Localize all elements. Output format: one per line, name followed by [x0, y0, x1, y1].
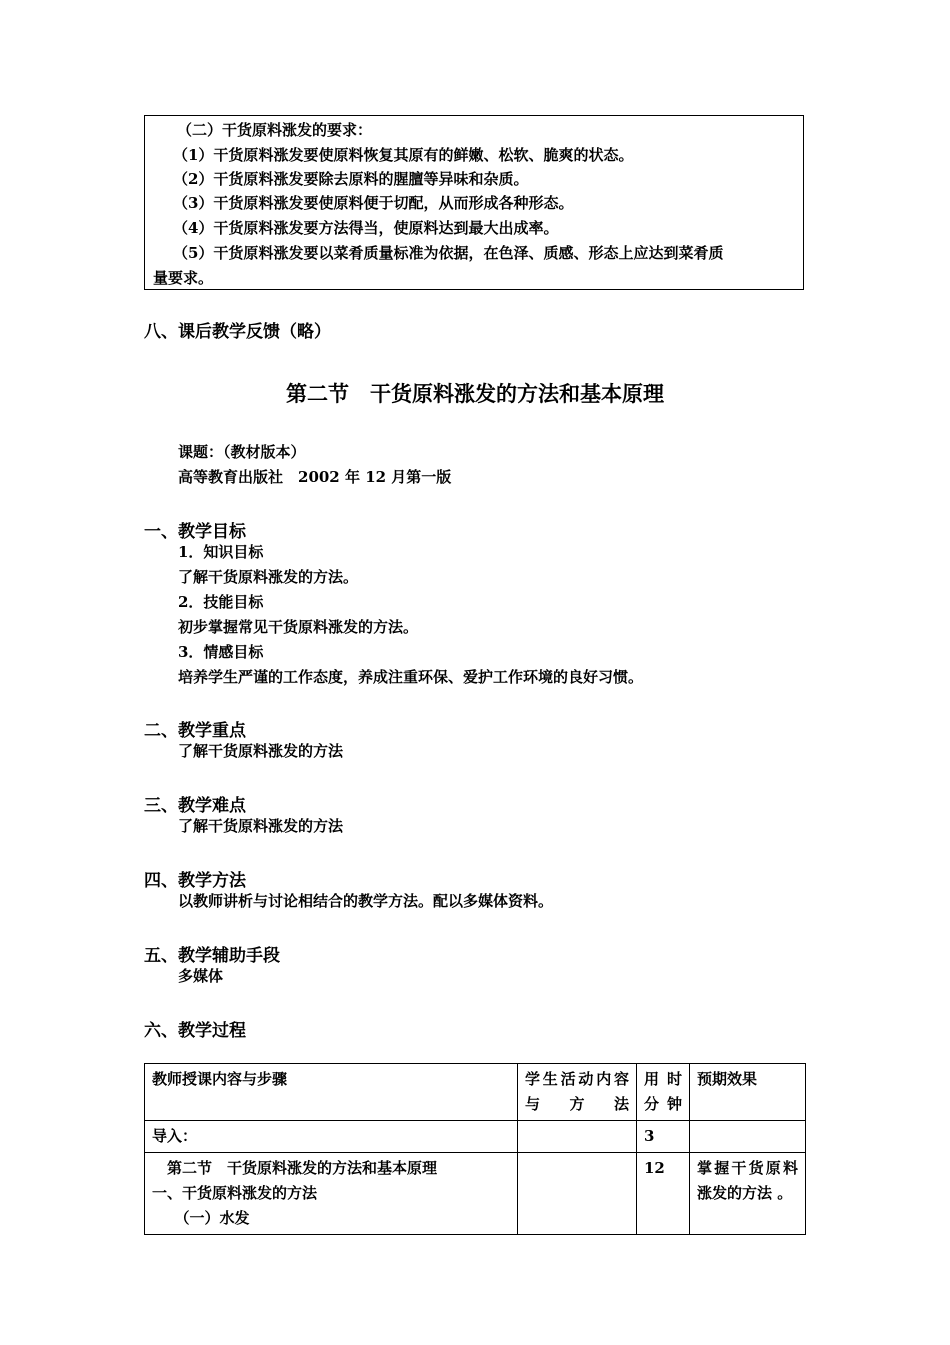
requirement-item-continuation: 量要求。	[153, 269, 214, 287]
row-time: 3	[637, 1121, 690, 1153]
requirements-box	[144, 115, 804, 290]
header-content: 教师授课内容与步骤	[145, 1064, 518, 1121]
requirement-item: （2）干货原料涨发要除去原料的腥膻等异味和杂质。	[173, 170, 529, 188]
table-row	[145, 1121, 806, 1153]
methods-heading: 四、教学方法	[144, 871, 246, 891]
objective-label: 2．技能目标	[178, 593, 264, 611]
requirement-item: （1）干货原料涨发要使原料恢复其原有的鲜嫩、松软、脆爽的状态。	[173, 146, 634, 164]
content-line: 一、干货原料涨发的方法	[152, 1184, 318, 1202]
methods-text: 以教师讲析与讨论相结合的教学方法。配以多媒体资料。	[178, 892, 554, 910]
aids-heading: 五、教学辅助手段	[144, 946, 280, 966]
requirement-item: （5）干货原料涨发要以菜肴质量标准为依据，在色泽、质感、形态上应达到菜肴质	[173, 244, 724, 262]
topic-label: 课题：（教材版本）	[178, 443, 306, 461]
objective-label: 3．情感目标	[178, 643, 264, 661]
requirement-item: （4）干货原料涨发要方法得当，使原料达到最大出成率。	[173, 219, 559, 237]
header-time: 用时分钟	[637, 1064, 690, 1121]
header-effect: 预期效果	[690, 1064, 806, 1121]
row-student	[518, 1153, 637, 1235]
row-content	[145, 1121, 518, 1153]
requirement-item: （3）干货原料涨发要使原料便于切配，从而形成各种形态。	[173, 194, 574, 212]
table-row	[145, 1153, 806, 1235]
row-time: 12	[637, 1153, 690, 1235]
key-points-text: 了解干货原料涨发的方法	[178, 742, 344, 760]
objectives-heading: 一、教学目标	[144, 522, 246, 542]
publisher-line: 高等教育出版社 2002 年 12 月第一版	[178, 468, 452, 486]
content-line: 导入：	[152, 1127, 198, 1145]
objective-text: 了解干货原料涨发的方法。	[178, 568, 359, 586]
row-content	[145, 1153, 518, 1235]
section-title: 第二节 干货原料涨发的方法和基本原理	[286, 381, 664, 406]
feedback-heading: 八、课后教学反馈（略）	[144, 322, 331, 342]
requirements-heading: （二）干货原料涨发的要求：	[177, 121, 373, 139]
process-table	[144, 1063, 806, 1235]
row-effect: 掌握干货原料涨发的方法 。	[690, 1153, 806, 1235]
content-line: 第二节 干货原料涨发的方法和基本原理	[152, 1159, 438, 1177]
key-points-heading: 二、教学重点	[144, 721, 246, 741]
aids-text: 多媒体	[178, 967, 224, 985]
process-heading: 六、教学过程	[144, 1021, 246, 1041]
difficulties-text: 了解干货原料涨发的方法	[178, 817, 344, 835]
objective-label: 1．知识目标	[178, 543, 264, 561]
table-header-row	[145, 1064, 806, 1121]
header-student: 学生活动内容与方法	[518, 1064, 637, 1121]
row-effect	[690, 1121, 806, 1153]
content-line: （一）水发	[152, 1209, 250, 1227]
objective-text: 初步掌握常见干货原料涨发的方法。	[178, 618, 419, 636]
row-student	[518, 1121, 637, 1153]
objective-text: 培养学生严谨的工作态度，养成注重环保、爱护工作环境的良好习惯。	[178, 668, 644, 686]
difficulties-heading: 三、教学难点	[144, 796, 246, 816]
